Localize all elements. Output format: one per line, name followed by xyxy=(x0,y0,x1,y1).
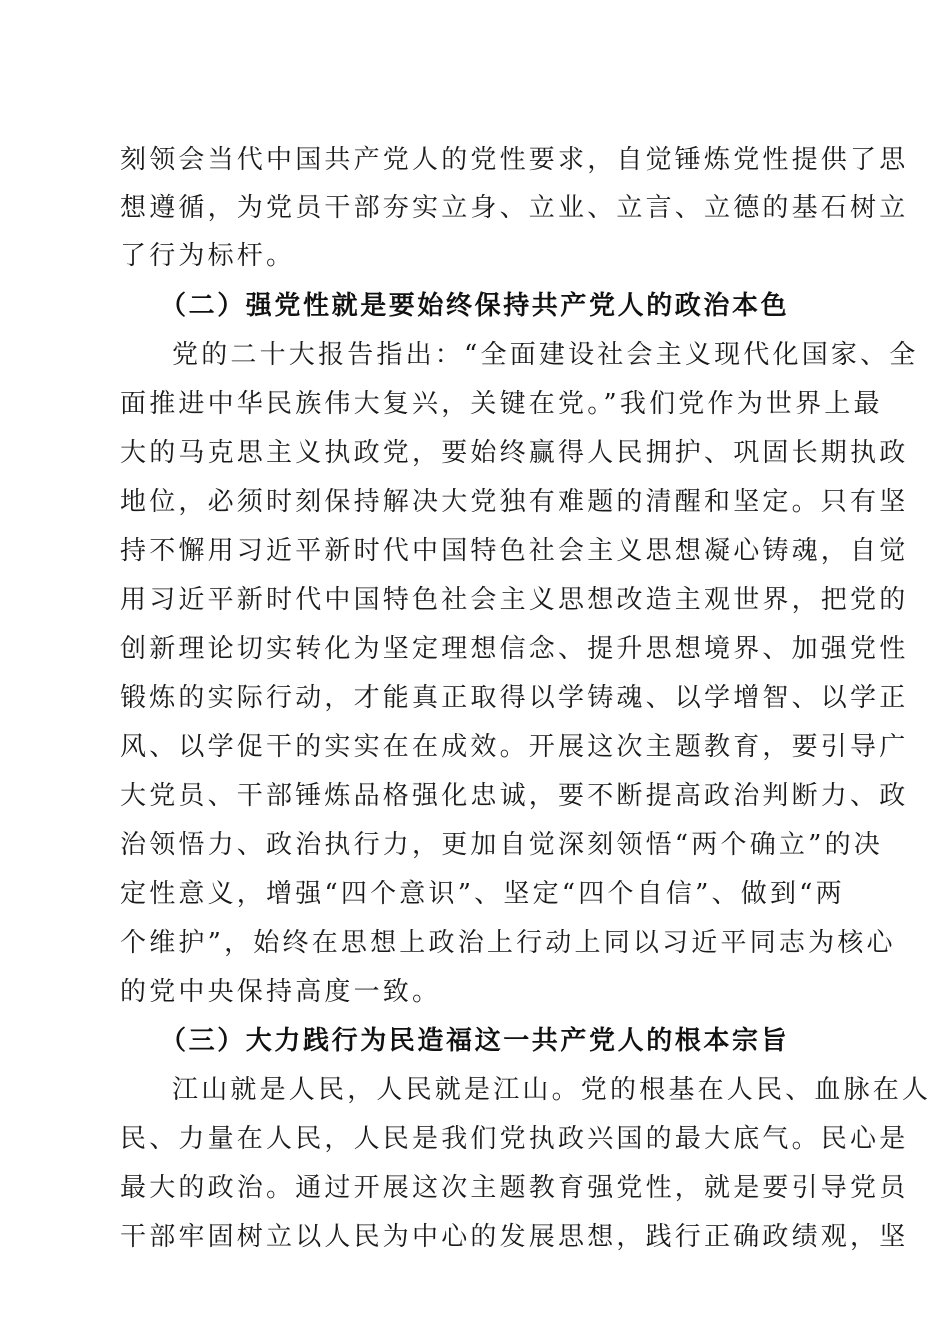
text-line: 大的马克思主义执政党，要始终赢得人民拥护、巩固长期执政 xyxy=(120,438,909,468)
text-line: 治领悟力、政治执行力，更加自觉深刻领悟“两个确立”的决 xyxy=(120,830,883,860)
text-line: 面推进中华民族伟大复兴，关键在党。”我们党作为世界上最 xyxy=(120,389,883,419)
text-line: 创新理论切实转化为坚定理想信念、提升思想境界、加强党性 xyxy=(120,634,909,664)
text-line: 锻炼的实际行动，才能真正取得以学铸魂、以学增智、以学正 xyxy=(120,683,909,713)
text-line: 用习近平新时代中国特色社会主义思想改造主观世界，把党的 xyxy=(120,585,909,615)
section-heading-2: （二）强党性就是要始终保持共产党人的政治本色 xyxy=(160,291,790,321)
text-line: 风、以学促干的实实在在成效。开展这次主题教育，要引导广 xyxy=(120,732,909,762)
text-line: 党的二十大报告指出：“全面建设社会主义现代化国家、全 xyxy=(172,340,919,370)
text-line: 江山就是人民，人民就是江山。党的根基在人民、血脉在人 xyxy=(172,1075,932,1105)
text-line: 了行为标杆。 xyxy=(120,241,296,271)
section-heading-3: （三）大力践行为民造福这一共产党人的根本宗旨 xyxy=(160,1026,790,1056)
text-line: 最大的政治。通过开展这次主题教育强党性，就是要引导党员 xyxy=(120,1173,909,1203)
text-line: 干部牢固树立以人民为中心的发展思想，践行正确政绩观，坚 xyxy=(120,1222,909,1252)
text-line: 刻领会当代中国共产党人的党性要求，自觉锤炼党性提供了思 xyxy=(120,145,909,175)
text-line: 民、力量在人民，人民是我们党执政兴国的最大底气。民心是 xyxy=(120,1124,909,1154)
text-line: 持不懈用习近平新时代中国特色社会主义思想凝心铸魂，自觉 xyxy=(120,536,909,566)
text-line: 地位，必须时刻保持解决大党独有难题的清醒和坚定。只有坚 xyxy=(120,487,909,517)
text-line: 定性意义，增强“四个意识”、坚定“四个自信”、做到“两 xyxy=(120,879,845,909)
text-line: 想遵循，为党员干部夯实立身、立业、立言、立德的基石树立 xyxy=(120,193,909,223)
text-line: 大党员、干部锤炼品格强化忠诚，要不断提高政治判断力、政 xyxy=(120,781,909,811)
text-line: 的党中央保持高度一致。 xyxy=(120,977,442,1007)
text-line: 个维护”，始终在思想上政治上行动上同以习近平同志为核心 xyxy=(120,928,896,958)
